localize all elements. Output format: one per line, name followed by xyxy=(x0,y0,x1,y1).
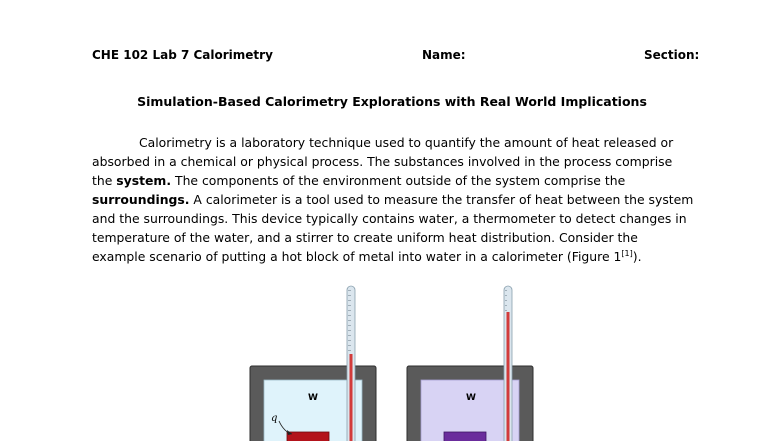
cooled-metal-block xyxy=(444,432,486,441)
citation-superscript: [1] xyxy=(621,248,633,258)
hot-metal-block xyxy=(287,432,329,441)
intro-line-4-post: A calorimeter is a tool used to measure the transfer of heat between the system xyxy=(189,192,694,207)
intro-line-7-pre: example scenario of putting a hot block of metal into water in a calorimeter (Figure 1 xyxy=(92,249,622,264)
right-water-label: W xyxy=(466,393,476,403)
right-thermometer xyxy=(504,286,512,441)
section-label: Section: xyxy=(644,48,700,62)
term-system: system. xyxy=(116,173,172,188)
left-water-label: W xyxy=(308,393,318,403)
right-thermometer-scale xyxy=(505,288,509,312)
intro-line-1: Calorimetry is a laboratory technique used to quantify the amount of heat released or xyxy=(139,135,674,150)
course-title: CHE 102 Lab 7 Calorimetry xyxy=(92,48,273,62)
intro-line-7-post: ). xyxy=(632,249,642,264)
heat-label: q xyxy=(271,413,278,424)
left-mercury-column xyxy=(350,354,353,441)
intro-line-6: temperature of the water, and a stirrer to create uniform heat distribution. Consider the xyxy=(92,230,638,245)
intro-line-5: and the surroundings. This device typically contains water, a thermometer to detect changes in xyxy=(92,211,687,226)
right-calorimeter xyxy=(407,286,533,441)
right-mercury-column xyxy=(507,312,510,441)
intro-line-3-post: The components of the environment outside of the system comprise the xyxy=(171,173,626,188)
intro-line-3-pre: the xyxy=(92,173,117,188)
intro-line-2: absorbed in a chemical or physical process. The substances involved in the process comprise xyxy=(92,154,673,169)
term-surroundings: surroundings. xyxy=(92,192,190,207)
left-thermometer xyxy=(347,286,355,441)
left-thermometer-scale xyxy=(348,288,352,354)
document-title: Simulation-Based Calorimetry Explorations with Real World Implications xyxy=(137,94,647,109)
name-label: Name: xyxy=(422,48,466,62)
left-calorimeter xyxy=(250,286,376,441)
